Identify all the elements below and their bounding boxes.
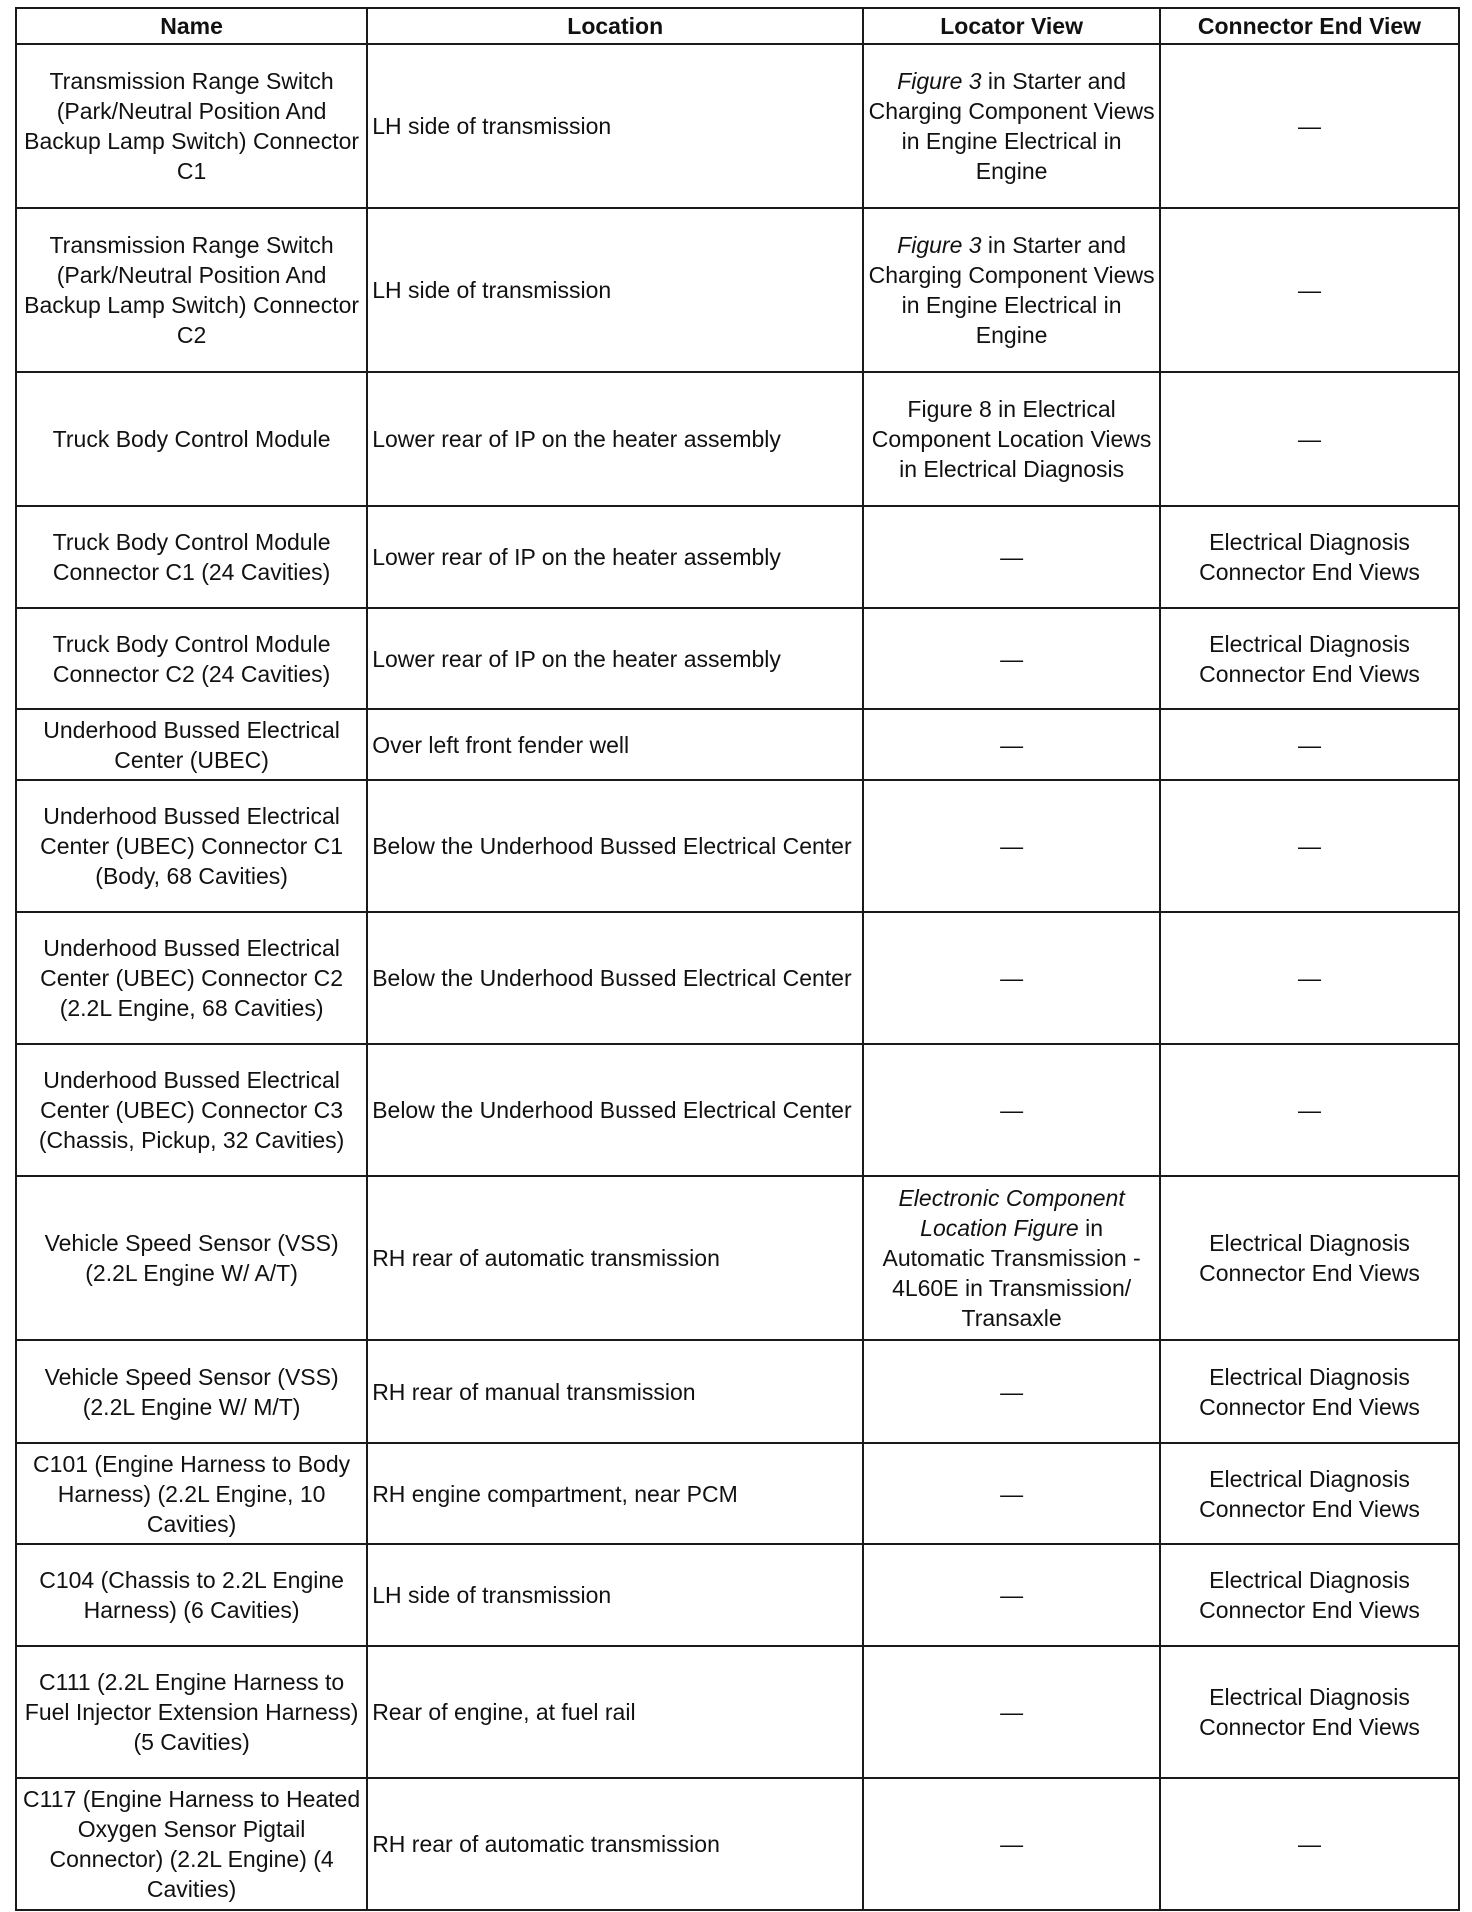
cell-name: C111 (2.2L Engine Harness to Fuel Injector Extension Harness) (5 Cavities) xyxy=(16,1646,367,1778)
locator-figure-ref: Figure 3 xyxy=(897,232,982,258)
cell-connector-end-view: Electrical Diagnosis Connector End Views xyxy=(1160,1340,1459,1443)
locator-text: — xyxy=(1000,1582,1024,1608)
header-locator-view: Locator View xyxy=(863,8,1160,44)
header-location: Location xyxy=(367,8,863,44)
table-row xyxy=(16,44,1459,208)
locator-figure-ref: Figure 3 xyxy=(897,68,982,94)
cell-locator-view xyxy=(863,1443,1160,1544)
cell-name: Underhood Bussed Electrical Center (UBEC) Connector C1 (Body, 68 Cavities) xyxy=(16,780,367,912)
locator-text: — xyxy=(1000,1831,1024,1857)
cell-name: Underhood Bussed Electrical Center (UBEC) Connector C2 (2.2L Engine, 68 Cavities) xyxy=(16,912,367,1044)
table-row xyxy=(16,709,1459,780)
cell-location: RH rear of manual transmission xyxy=(367,1340,863,1443)
cell-connector-end-view: Electrical Diagnosis Connector End Views xyxy=(1160,608,1459,709)
cell-locator-view xyxy=(863,608,1160,709)
header-name: Name xyxy=(16,8,367,44)
cell-locator-view xyxy=(863,44,1160,208)
locator-text: — xyxy=(1000,1378,1024,1405)
cell-location: Rear of engine, at fuel rail xyxy=(367,1646,863,1778)
cell-locator-view xyxy=(863,1340,1160,1443)
cell-location: RH engine compartment, near PCM xyxy=(367,1443,863,1544)
cell-name: C101 (Engine Harness to Body Harness) (2.2L Engine, 10 Cavities) xyxy=(16,1443,367,1544)
locator-text: — xyxy=(1000,965,1024,991)
cell-locator-view xyxy=(863,506,1160,608)
cell-locator-view xyxy=(863,208,1160,372)
locator-text: — xyxy=(1000,1699,1024,1725)
cell-connector-end-view: Electrical Diagnosis Connector End Views xyxy=(1160,1176,1459,1340)
cell-location: LH side of transmission xyxy=(367,208,863,372)
cell-locator-view xyxy=(863,372,1160,506)
cell-name: Truck Body Control Module Connector C2 (24 Cavities) xyxy=(16,608,367,709)
cell-name: Vehicle Speed Sensor (VSS) (2.2L Engine W/ A/T) xyxy=(16,1176,367,1340)
cell-name: Truck Body Control Module Connector C1 (24 Cavities) xyxy=(16,506,367,608)
cell-connector-end-view: Electrical Diagnosis Connector End Views xyxy=(1160,1443,1459,1544)
cell-name: Transmission Range Switch (Park/Neutral Position And Backup Lamp Switch) Connector C1 xyxy=(16,44,367,208)
locator-text: in Starter and Charging Component Views in Engine Electrical in Engine xyxy=(868,68,1155,184)
cell-locator-view xyxy=(863,1646,1160,1778)
locator-text: — xyxy=(1000,1480,1024,1507)
cell-locator-view xyxy=(863,780,1160,912)
table-row xyxy=(16,1544,1459,1646)
table-row xyxy=(16,1176,1459,1340)
cell-locator-view xyxy=(863,912,1160,1044)
cell-location: Below the Underhood Bussed Electrical Center xyxy=(367,780,863,912)
locator-text: Figure 8 in Electrical Component Location Views in Electrical Diagnosis xyxy=(871,396,1152,482)
table-row xyxy=(16,506,1459,608)
table-row xyxy=(16,1778,1459,1910)
cell-location: RH rear of automatic transmission xyxy=(367,1778,863,1910)
table-row xyxy=(16,1340,1459,1443)
cell-locator-view xyxy=(863,1176,1160,1340)
cell-location: Lower rear of IP on the heater assembly xyxy=(367,608,863,709)
locator-figure-ref: Electronic Component Location Figure xyxy=(898,1185,1125,1241)
cell-name: Underhood Bussed Electrical Center (UBEC) xyxy=(16,709,367,780)
table-row xyxy=(16,1646,1459,1778)
cell-connector-end-view: — xyxy=(1160,1778,1459,1910)
component-location-table xyxy=(15,7,1460,1911)
cell-location: RH rear of automatic transmission xyxy=(367,1176,863,1340)
cell-connector-end-view: — xyxy=(1160,208,1459,372)
cell-connector-end-view: — xyxy=(1160,44,1459,208)
cell-location: LH side of transmission xyxy=(367,44,863,208)
cell-name: C104 (Chassis to 2.2L Engine Harness) (6 Cavities) xyxy=(16,1544,367,1646)
locator-text: — xyxy=(1000,731,1024,758)
table-row xyxy=(16,1443,1459,1544)
cell-connector-end-view: Electrical Diagnosis Connector End Views xyxy=(1160,1544,1459,1646)
table-row xyxy=(16,208,1459,372)
locator-text: — xyxy=(1000,544,1024,570)
cell-connector-end-view: Electrical Diagnosis Connector End Views xyxy=(1160,506,1459,608)
table-row xyxy=(16,608,1459,709)
cell-location: Below the Underhood Bussed Electrical Center xyxy=(367,912,863,1044)
cell-connector-end-view: — xyxy=(1160,709,1459,780)
cell-name: Underhood Bussed Electrical Center (UBEC) Connector C3 (Chassis, Pickup, 32 Cavities) xyxy=(16,1044,367,1176)
cell-locator-view xyxy=(863,1044,1160,1176)
locator-text: in Automatic Transmission - 4L60E in Transmission/ Transaxle xyxy=(882,1215,1141,1331)
locator-text: — xyxy=(1000,645,1024,672)
locator-text: — xyxy=(1000,1097,1024,1123)
cell-location: LH side of transmission xyxy=(367,1544,863,1646)
locator-text: — xyxy=(1000,833,1024,859)
table-row xyxy=(16,780,1459,912)
cell-location: Lower rear of IP on the heater assembly xyxy=(367,372,863,506)
table-row xyxy=(16,1044,1459,1176)
cell-name: C117 (Engine Harness to Heated Oxygen Sensor Pigtail Connector) (2.2L Engine) (4 Cavities) xyxy=(16,1778,367,1910)
cell-locator-view xyxy=(863,709,1160,780)
cell-locator-view xyxy=(863,1778,1160,1910)
table-row xyxy=(16,912,1459,1044)
cell-location: Below the Underhood Bussed Electrical Center xyxy=(367,1044,863,1176)
cell-connector-end-view: — xyxy=(1160,912,1459,1044)
cell-connector-end-view: — xyxy=(1160,1044,1459,1176)
header-connector-end-view: Connector End View xyxy=(1160,8,1459,44)
cell-location: Over left front fender well xyxy=(367,709,863,780)
locator-text: in Starter and Charging Component Views in Engine Electrical in Engine xyxy=(868,232,1155,348)
header-row xyxy=(16,8,1459,44)
cell-connector-end-view: — xyxy=(1160,372,1459,506)
cell-location: Lower rear of IP on the heater assembly xyxy=(367,506,863,608)
cell-connector-end-view: Electrical Diagnosis Connector End Views xyxy=(1160,1646,1459,1778)
cell-connector-end-view: — xyxy=(1160,780,1459,912)
cell-name: Transmission Range Switch (Park/Neutral Position And Backup Lamp Switch) Connector C2 xyxy=(16,208,367,372)
table-row xyxy=(16,372,1459,506)
cell-name: Truck Body Control Module xyxy=(16,372,367,506)
cell-locator-view xyxy=(863,1544,1160,1646)
cell-name: Vehicle Speed Sensor (VSS) (2.2L Engine W/ M/T) xyxy=(16,1340,367,1443)
